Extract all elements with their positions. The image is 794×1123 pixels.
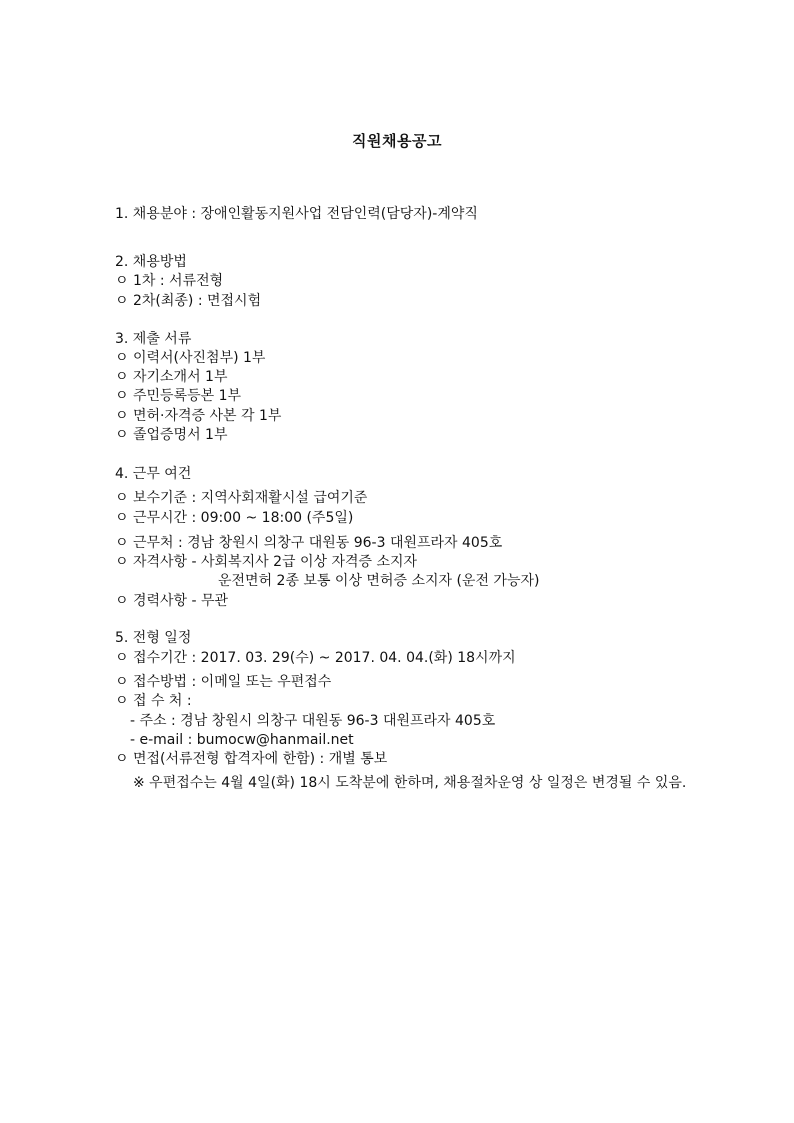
list-item: ㅇ 접수기간 : 2017. 03. 29(수) ~ 2017. 04. 04.(화) 18시까지 [115,650,516,666]
section-2-heading: 2. 채용방법 [115,254,187,270]
list-item: ㅇ 2차(최종) : 면접시험 [115,293,262,309]
list-subitem: - e-mail : bumocw@hanmail.net [130,732,354,748]
section-1-heading: 1. 채용분야 : 장애인활동지원사업 전담인력(담당자)-계약직 [115,206,478,222]
section-4-heading: 4. 근무 여건 [115,466,192,482]
section-3-heading: 3. 제출 서류 [115,331,192,347]
list-item: ㅇ 접수방법 : 이메일 또는 우편접수 [115,674,332,690]
list-item: ㅇ 보수기준 : 지역사회재활시설 급여기준 [115,490,368,506]
list-subitem: - 주소 : 경남 창원시 의창구 대원동 96-3 대원프라자 405호 [130,713,496,729]
list-item: ㅇ 자격사항 - 사회복지사 2급 이상 자격증 소지자 [115,554,418,570]
page-title: 직원채용공고 [352,132,442,150]
list-item: ㅇ 주민등록등본 1부 [115,388,241,404]
list-item: ㅇ 경력사항 - 무관 [115,593,229,609]
list-item: ㅇ 근무처 : 경남 창원시 의창구 대원동 96-3 대원프라자 405호 [115,535,503,551]
list-item: ㅇ 1차 : 서류전형 [115,273,224,289]
list-item: ㅇ 면접(서류전형 합격자에 한함) : 개별 통보 [115,751,388,767]
list-item: ㅇ 접 수 처 : [115,693,192,709]
section-5-heading: 5. 전형 일정 [115,630,192,646]
list-item: ㅇ 이력서(사진첨부) 1부 [115,350,266,366]
list-item: ㅇ 근무시간 : 09:00 ~ 18:00 (주5일) [115,510,354,526]
list-item-continuation: 운전면허 2종 보통 이상 면허증 소지자 (운전 가능자) [218,573,540,589]
list-item: ㅇ 자기소개서 1부 [115,369,228,385]
list-item: ㅇ 면허·자격증 사본 각 1부 [115,408,282,424]
notice-paragraph: ※ 우편접수는 4월 4일(화) 18시 도착분에 한하며, 채용절차운영 상 일정은 변경될 수 있음. [133,775,687,791]
list-item: ㅇ 졸업증명서 1부 [115,427,228,443]
